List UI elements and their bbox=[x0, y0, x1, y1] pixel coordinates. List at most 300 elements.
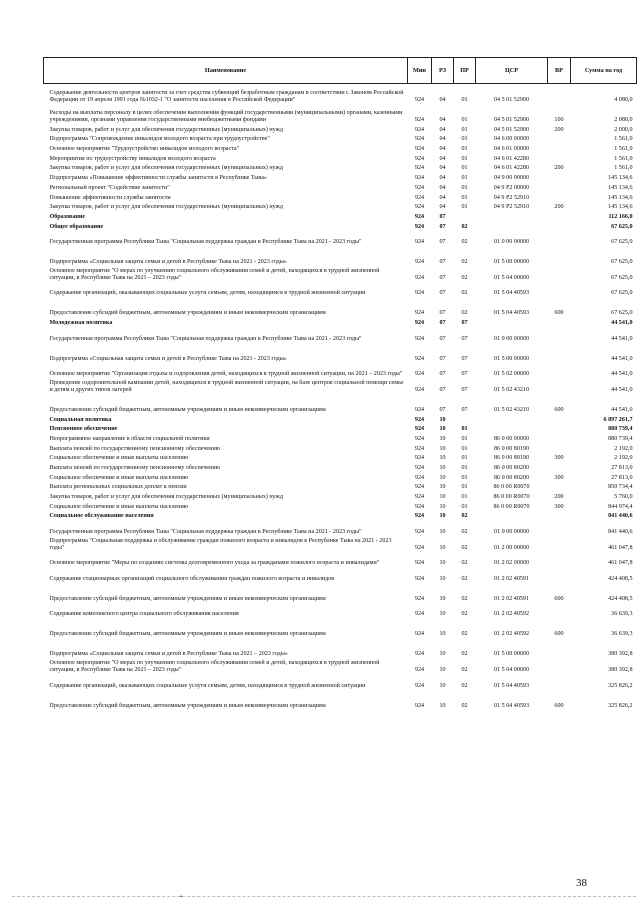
cell-sum: 880 739,4 bbox=[608, 426, 633, 433]
cell-name: Основное мероприятие "Меры по созданию системы долговременного ухода за гражданами пожилого возраста и инвалидами" bbox=[49, 560, 380, 567]
cell-pr: 02 bbox=[461, 702, 468, 709]
cell-name: Подпрограмма "Сопровождение инвалидов молодого возраста при трудоустройстве" bbox=[49, 136, 270, 143]
cell-name: Закупка товаров, работ и услуг для обеспечения государственных (муниципальных) нужд bbox=[49, 126, 283, 133]
table-row bbox=[44, 433, 637, 443]
cell-vr bbox=[548, 378, 571, 394]
cell-vr: 200 bbox=[554, 126, 564, 133]
cell-rz: 10 bbox=[439, 575, 446, 582]
cell-sum: 2 192,0 bbox=[614, 445, 633, 452]
cell-name: Социальное обеспечение и иные выплаты населению bbox=[49, 455, 189, 462]
table-row bbox=[44, 453, 637, 463]
table-row bbox=[44, 202, 637, 212]
table-row bbox=[44, 394, 637, 414]
cell-csr: 01 5 04 00000 bbox=[493, 274, 530, 281]
cell-pr: 02 bbox=[461, 631, 468, 638]
cell-rz: 04 bbox=[439, 175, 446, 182]
cell-sum: 1 561,0 bbox=[614, 146, 633, 153]
cell-min: 924 bbox=[414, 682, 425, 689]
cell-min: 924 bbox=[414, 335, 425, 342]
cell-csr: 86 0 00 80190 bbox=[493, 445, 530, 452]
cell-sum: 67 625,0 bbox=[611, 239, 633, 246]
cell-csr: 01 5 00 00000 bbox=[493, 355, 530, 362]
cell-vr bbox=[548, 433, 571, 443]
cell-min: 924 bbox=[414, 146, 425, 153]
cell-name: Основное мероприятие "Организация отдыха и оздоровления детей, находящихся в трудной жизненной ситуации, на 2021 – 2023 годы" bbox=[49, 371, 403, 378]
cell-min: 924 bbox=[414, 259, 425, 266]
cell-vr bbox=[548, 424, 571, 434]
cell-csr: 86 0 00 R0070 bbox=[493, 503, 530, 510]
header-rz: РЗ bbox=[432, 58, 454, 84]
table-row bbox=[44, 658, 637, 674]
cell-pr: 01 bbox=[461, 136, 468, 143]
cell-vr bbox=[548, 327, 571, 343]
cell-rz: 10 bbox=[439, 702, 446, 709]
table-row bbox=[44, 153, 637, 163]
cell-sum: 67 625,0 bbox=[611, 290, 633, 297]
cell-sum: 380 392,8 bbox=[608, 666, 633, 673]
table-row bbox=[44, 327, 637, 343]
cell-name: Основное мероприятие "Трудоустройство инвалидов молодого возраста" bbox=[49, 146, 240, 153]
cell-csr: 01 5 00 00000 bbox=[493, 651, 530, 658]
cell-vr bbox=[548, 192, 571, 202]
scan-dot: • bbox=[180, 893, 183, 901]
cell-pr: 01 bbox=[461, 494, 468, 500]
cell-name: Содержание комплексного центра социального обслуживания населения bbox=[49, 611, 239, 618]
cell-sum: 4 080,0 bbox=[614, 97, 633, 103]
cell-pr: 02 bbox=[461, 544, 468, 551]
cell-vr bbox=[548, 443, 571, 453]
cell-sum: 44 541,0 bbox=[611, 335, 633, 342]
cell-sum: 145 134,6 bbox=[608, 204, 633, 211]
cell-vr bbox=[548, 603, 571, 619]
cell-rz: 10 bbox=[439, 528, 446, 535]
cell-min: 924 bbox=[414, 426, 425, 433]
cell-pr: 07 bbox=[461, 355, 468, 362]
cell-name: Основное мероприятие "О мерах по улучшению социального обслуживания семей и детей, находящихся в трудной жизненной ситуации, в Республике Тыва на 2021 – 2023 годы" bbox=[49, 659, 380, 673]
cell-rz: 07 bbox=[439, 355, 446, 362]
cell-csr: 04 9 00 00000 bbox=[493, 175, 530, 182]
cell-min: 924 bbox=[414, 611, 425, 618]
table-row bbox=[44, 124, 637, 134]
cell-name: Закупка товаров, работ и услуг для обеспечения государственных (муниципальных) нужд bbox=[49, 204, 283, 211]
cell-csr: 04 9 P2 52910 bbox=[493, 204, 530, 211]
cell-pr: 01 bbox=[461, 97, 468, 103]
cell-sum: 880 739,4 bbox=[608, 435, 633, 442]
cell-name: Расходы на выплаты персоналу в целях обеспечения выполнения функций государственными (муниципальными) органами, казенными учреждениями, органами управления государственными внебюджетными фондами bbox=[49, 110, 403, 123]
cell-rz: 07 bbox=[439, 386, 446, 393]
cell-pr: 01 bbox=[461, 455, 468, 462]
cell-min: 924 bbox=[414, 194, 425, 201]
cell-vr: 100 bbox=[554, 117, 564, 123]
cell-sum: 844 974,4 bbox=[608, 503, 633, 510]
cell-vr bbox=[548, 552, 571, 568]
table-row bbox=[44, 297, 637, 317]
cell-csr: 01 0 00 00000 bbox=[493, 528, 530, 535]
cell-rz: 10 bbox=[439, 494, 446, 500]
cell-rz: 10 bbox=[439, 666, 446, 673]
cell-vr bbox=[548, 211, 571, 221]
cell-min: 924 bbox=[414, 386, 425, 393]
cell-min: 924 bbox=[414, 560, 425, 567]
cell-pr: 02 bbox=[461, 611, 468, 618]
cell-csr: 04 9 P2 52910 bbox=[493, 194, 530, 201]
cell-csr: 01 5 04 40593 bbox=[493, 290, 530, 297]
cell-name: Выплата пенсий по государственному пенсионному обеспечению bbox=[49, 445, 221, 452]
table-row bbox=[44, 618, 637, 638]
cell-min: 924 bbox=[414, 126, 425, 133]
cell-csr: 01 2 02 40591 bbox=[493, 575, 530, 582]
cell-min: 924 bbox=[414, 503, 425, 510]
table-row bbox=[44, 221, 637, 231]
cell-min: 924 bbox=[414, 290, 425, 297]
cell-name: Содержание организаций, оказывающих социальные услуги семьям, детям, находящимся в трудной жизненной ситуации bbox=[49, 290, 366, 297]
cell-min: 924 bbox=[414, 464, 425, 471]
cell-min: 924 bbox=[414, 513, 425, 520]
cell-pr: 07 bbox=[461, 320, 468, 327]
table-row bbox=[44, 472, 637, 482]
cell-min: 924 bbox=[414, 631, 425, 638]
cell-pr: 01 bbox=[461, 146, 468, 153]
cell-rz: 04 bbox=[439, 126, 446, 133]
cell-min: 924 bbox=[414, 406, 425, 413]
cell-csr: 01 0 00 00000 bbox=[493, 239, 530, 246]
cell-sum: 380 392,8 bbox=[608, 651, 633, 658]
cell-sum: 44 541,0 bbox=[611, 386, 633, 393]
cell-sum: 67 625,0 bbox=[611, 274, 633, 281]
cell-csr: 01 5 04 40593 bbox=[493, 702, 530, 709]
cell-sum: 2 000,0 bbox=[614, 126, 633, 133]
cell-vr bbox=[548, 343, 571, 363]
cell-min: 924 bbox=[414, 702, 425, 709]
cell-name: Региональный проект "Содействие занятости" bbox=[49, 184, 170, 191]
cell-min: 924 bbox=[414, 575, 425, 582]
cell-min: 924 bbox=[414, 213, 425, 220]
table-row bbox=[44, 231, 637, 247]
cell-csr: 86 0 00 80190 bbox=[493, 455, 530, 462]
table-row bbox=[44, 603, 637, 619]
cell-rz: 04 bbox=[439, 184, 446, 191]
cell-pr: 01 bbox=[461, 445, 468, 452]
cell-name: Общее образование bbox=[49, 223, 104, 230]
table-row bbox=[44, 192, 637, 202]
cell-name: Повышение эффективности службы занятости bbox=[49, 194, 171, 201]
table-row bbox=[44, 134, 637, 144]
table-row bbox=[44, 266, 637, 282]
cell-rz: 07 bbox=[439, 310, 446, 317]
table-row bbox=[44, 462, 637, 472]
cell-vr bbox=[548, 511, 571, 521]
cell-vr bbox=[548, 231, 571, 247]
cell-sum: 1 561,0 bbox=[614, 136, 633, 143]
cell-sum: 325 826,2 bbox=[608, 682, 633, 689]
cell-vr: 600 bbox=[554, 310, 564, 317]
table-header-row bbox=[44, 58, 637, 84]
cell-csr: 04 6 01 00000 bbox=[493, 146, 530, 153]
cell-name: Подпрограмма «Социальная защита семьи и детей в Республике Тыва на 2021 - 2023 годы» bbox=[49, 259, 287, 266]
cell-pr bbox=[454, 211, 476, 221]
cell-min: 924 bbox=[414, 416, 425, 423]
table-row bbox=[44, 536, 637, 552]
cell-vr bbox=[548, 658, 571, 674]
cell-csr: 01 0 00 00000 bbox=[493, 335, 530, 342]
cell-pr: 02 bbox=[461, 223, 468, 230]
cell-pr: 02 bbox=[461, 310, 468, 317]
cell-name: Предоставление субсидий бюджетным, автономным учреждениям и иным некоммерческим организациям bbox=[49, 702, 326, 709]
cell-rz: 10 bbox=[439, 474, 446, 481]
cell-name: Подпрограмма «Социальная защита семьи и детей в Республике Тыва на 2021 – 2023 годы» bbox=[49, 651, 288, 658]
cell-pr: 01 bbox=[461, 117, 468, 123]
cell-csr: 01 2 02 40592 bbox=[493, 631, 530, 638]
cell-name: Социальное обслуживание населения bbox=[49, 513, 154, 520]
cell-vr bbox=[548, 84, 571, 105]
header-pr: ПР bbox=[454, 58, 476, 84]
cell-rz: 04 bbox=[439, 165, 446, 172]
cell-csr: 86 0 00 00000 bbox=[493, 435, 530, 442]
table-row bbox=[44, 211, 637, 221]
cell-vr bbox=[548, 266, 571, 282]
cell-sum: 424 408,5 bbox=[608, 595, 633, 602]
cell-csr: 86 0 00 R0070 bbox=[493, 484, 530, 491]
table-row bbox=[44, 143, 637, 153]
cell-csr: 04 5 01 52900 bbox=[493, 126, 530, 133]
cell-rz: 04 bbox=[439, 97, 446, 103]
cell-csr bbox=[476, 221, 548, 231]
cell-vr: 200 bbox=[554, 204, 564, 211]
cell-pr: 02 bbox=[461, 666, 468, 673]
cell-vr bbox=[548, 143, 571, 153]
cell-sum: 67 625,0 bbox=[611, 310, 633, 317]
cell-min: 924 bbox=[414, 455, 425, 462]
table-row bbox=[44, 443, 637, 453]
cell-min: 924 bbox=[414, 310, 425, 317]
table-row bbox=[44, 317, 637, 327]
cell-name: Подпрограмма «Социальная защита семьи и детей в Республике Тыва на 2021 - 2023 годы» bbox=[49, 355, 287, 362]
cell-rz: 10 bbox=[439, 560, 446, 567]
cell-min: 924 bbox=[414, 355, 425, 362]
cell-sum: 461 047,8 bbox=[608, 560, 633, 567]
cell-pr bbox=[454, 414, 476, 424]
cell-min: 924 bbox=[414, 528, 425, 535]
cell-pr: 02 bbox=[461, 290, 468, 297]
cell-rz: 10 bbox=[439, 503, 446, 510]
cell-pr: 01 bbox=[461, 474, 468, 481]
table-row bbox=[44, 511, 637, 521]
cell-rz: 07 bbox=[439, 290, 446, 297]
cell-min: 924 bbox=[414, 494, 425, 500]
cell-sum: 1 561,0 bbox=[614, 165, 633, 172]
table-row bbox=[44, 246, 637, 266]
cell-name: Закупка товаров, работ и услуг для обеспечения государственных (муниципальных) нужд bbox=[49, 165, 283, 172]
cell-csr: 04 5 01 52900 bbox=[493, 117, 530, 123]
cell-sum: 6 897 261,7 bbox=[603, 416, 633, 423]
cell-rz: 10 bbox=[439, 631, 446, 638]
page-number: 38 bbox=[576, 877, 587, 889]
cell-name: Содержание деятельности центров занятости за счет средства субвенций безработным гражданам в соответствии с Законом Российской Федерации от 19 апреля 1991 года №1032-1 "О занятости населения в Российской Федерации" bbox=[49, 90, 404, 103]
cell-csr: 04 6 01 42280 bbox=[493, 155, 530, 162]
cell-csr: 01 2 02 40591 bbox=[493, 595, 530, 602]
cell-pr: 01 bbox=[461, 464, 468, 471]
cell-rz: 04 bbox=[439, 146, 446, 153]
cell-name: Выплата пенсий по государственному пенсионному обеспечению bbox=[49, 464, 221, 471]
cell-rz: 04 bbox=[439, 117, 446, 123]
cell-min: 924 bbox=[414, 320, 425, 327]
cell-sum: 27 813,0 bbox=[611, 474, 633, 481]
cell-vr bbox=[548, 317, 571, 327]
cell-min: 924 bbox=[414, 97, 425, 103]
cell-pr: 01 bbox=[461, 126, 468, 133]
cell-sum: 5 760,0 bbox=[614, 494, 633, 500]
cell-vr bbox=[548, 536, 571, 552]
header-vr: ВР bbox=[548, 58, 571, 84]
cell-csr: 86 0 00 80200 bbox=[493, 464, 530, 471]
cell-vr bbox=[548, 182, 571, 192]
cell-pr: 01 bbox=[461, 155, 468, 162]
cell-name: Предоставление субсидий бюджетным, автономным учреждениям и иным некоммерческим организациям bbox=[49, 595, 326, 602]
cell-sum: 36 639,3 bbox=[611, 631, 633, 638]
table-row bbox=[44, 343, 637, 363]
cell-rz: 10 bbox=[439, 682, 446, 689]
cell-pr: 07 bbox=[461, 386, 468, 393]
cell-name: Предоставление субсидий бюджетным, автономным учреждениям и иным некоммерческим организациям bbox=[49, 406, 326, 413]
cell-sum: 112 166,0 bbox=[608, 213, 633, 220]
cell-name: Подпрограмма "Социальная поддержка и обслуживание граждан пожилого возраста и инвалидов в Республике Тыва на 2021 - 2023 годы" bbox=[49, 537, 392, 551]
cell-rz: 07 bbox=[439, 239, 446, 246]
table-row bbox=[44, 674, 637, 690]
cell-min: 924 bbox=[414, 371, 425, 378]
cell-min: 924 bbox=[414, 184, 425, 191]
cell-name: Образование bbox=[49, 213, 86, 220]
cell-rz: 07 bbox=[439, 335, 446, 342]
cell-pr: 01 bbox=[461, 204, 468, 211]
cell-name: Молодежная политика bbox=[49, 320, 113, 327]
scan-edge-line bbox=[12, 896, 636, 897]
cell-pr: 01 bbox=[461, 194, 468, 201]
cell-sum: 424 408,5 bbox=[608, 575, 633, 582]
cell-sum: 2 192,0 bbox=[614, 455, 633, 462]
cell-csr: 04 5 01 52900 bbox=[493, 97, 530, 103]
cell-min: 924 bbox=[414, 484, 425, 491]
cell-pr: 01 bbox=[461, 435, 468, 442]
cell-vr bbox=[548, 482, 571, 492]
cell-vr: 200 bbox=[554, 494, 564, 500]
cell-pr: 01 bbox=[461, 503, 468, 510]
cell-csr: 86 0 00 R0070 bbox=[493, 494, 530, 500]
cell-sum: 44 541,0 bbox=[611, 320, 633, 327]
cell-vr bbox=[548, 221, 571, 231]
cell-rz: 10 bbox=[439, 611, 446, 618]
cell-vr bbox=[548, 153, 571, 163]
table-row bbox=[44, 567, 637, 583]
cell-rz: 10 bbox=[439, 513, 446, 520]
cell-rz: 07 bbox=[439, 320, 446, 327]
cell-min: 924 bbox=[414, 239, 425, 246]
cell-min: 924 bbox=[414, 204, 425, 211]
cell-rz: 07 bbox=[439, 213, 446, 220]
cell-rz: 10 bbox=[439, 435, 446, 442]
budget-table-sheet bbox=[43, 57, 636, 710]
table-row bbox=[44, 690, 637, 710]
cell-rz: 10 bbox=[439, 426, 446, 433]
cell-sum: 850 734,4 bbox=[608, 484, 633, 491]
cell-pr: 02 bbox=[461, 575, 468, 582]
cell-pr: 02 bbox=[461, 595, 468, 602]
cell-vr: 300 bbox=[554, 503, 564, 510]
cell-pr: 02 bbox=[461, 274, 468, 281]
cell-min: 924 bbox=[414, 445, 425, 452]
budget-table bbox=[43, 57, 637, 710]
cell-name: Закупка товаров, работ и услуг для обеспечения государственных (муниципальных) нужд bbox=[49, 494, 283, 500]
cell-vr bbox=[548, 638, 571, 658]
cell-csr bbox=[476, 211, 548, 221]
cell-min: 924 bbox=[414, 666, 425, 673]
cell-sum: 67 625,0 bbox=[611, 223, 633, 230]
table-row bbox=[44, 583, 637, 603]
cell-name: Социальное обеспечение и иные выплаты населению bbox=[49, 474, 189, 481]
cell-rz: 07 bbox=[439, 274, 446, 281]
cell-vr bbox=[548, 567, 571, 583]
cell-pr: 01 bbox=[461, 175, 468, 182]
cell-vr bbox=[548, 134, 571, 144]
cell-name: Социальное обеспечение и иные выплаты населению bbox=[49, 503, 189, 510]
cell-rz: 10 bbox=[439, 416, 446, 423]
cell-sum: 145 134,6 bbox=[608, 175, 633, 182]
cell-vr: 300 bbox=[554, 474, 564, 481]
cell-pr: 02 bbox=[461, 259, 468, 266]
table-row bbox=[44, 482, 637, 492]
cell-sum: 461 047,8 bbox=[608, 544, 633, 551]
cell-rz: 10 bbox=[439, 484, 446, 491]
cell-pr: 01 bbox=[461, 184, 468, 191]
cell-sum: 44 541,0 bbox=[611, 371, 633, 378]
cell-name: Мероприятия по трудоустройству инвалидов молодого возраста bbox=[49, 155, 216, 162]
cell-name: Основное мероприятие "О мерах по улучшению социального обслуживания семей и детей, находящихся в трудной жизненной ситуации, в Республике Тыва на 2021 – 2023 годы" bbox=[49, 267, 380, 281]
header-min: Мин bbox=[408, 58, 432, 84]
cell-name: Содержание организаций, оказывающих социальные услуги семьям, детям, находящимся в трудной жизненной ситуации bbox=[49, 682, 366, 689]
table-row bbox=[44, 501, 637, 511]
cell-csr: 01 5 00 00000 bbox=[493, 259, 530, 266]
cell-vr bbox=[548, 246, 571, 266]
cell-csr bbox=[476, 424, 548, 434]
cell-csr: 04 9 P2 00000 bbox=[493, 184, 530, 191]
cell-name: Предоставление субсидий бюджетным, автономным учреждениям и иным некоммерческим организациям bbox=[49, 310, 326, 317]
cell-rz: 04 bbox=[439, 194, 446, 201]
cell-vr bbox=[548, 520, 571, 536]
cell-sum: 325 826,2 bbox=[608, 702, 633, 709]
cell-pr: 07 bbox=[461, 335, 468, 342]
cell-rz: 10 bbox=[439, 544, 446, 551]
cell-pr: 02 bbox=[461, 560, 468, 567]
cell-sum: 841 440,6 bbox=[608, 528, 633, 535]
cell-rz: 04 bbox=[439, 136, 446, 143]
cell-vr bbox=[548, 674, 571, 690]
cell-rz: 04 bbox=[439, 155, 446, 162]
cell-sum: 145 134,6 bbox=[608, 194, 633, 201]
cell-rz: 04 bbox=[439, 204, 446, 211]
cell-rz: 07 bbox=[439, 259, 446, 266]
cell-csr: 01 2 00 00000 bbox=[493, 544, 530, 551]
cell-name: Предоставление субсидий бюджетным, автономным учреждениям и иным некоммерческим организациям bbox=[49, 631, 326, 638]
table-row bbox=[44, 163, 637, 173]
cell-pr: 07 bbox=[461, 406, 468, 413]
table-row bbox=[44, 378, 637, 394]
cell-pr: 02 bbox=[461, 239, 468, 246]
cell-name: Содержание стационарных организаций социального обслуживания граждан пожилого возраста и инвалидов bbox=[49, 575, 335, 582]
cell-min: 924 bbox=[414, 474, 425, 481]
cell-vr bbox=[548, 414, 571, 424]
cell-sum: 44 541,0 bbox=[611, 406, 633, 413]
cell-csr: 01 2 02 40592 bbox=[493, 611, 530, 618]
table-row bbox=[44, 282, 637, 298]
